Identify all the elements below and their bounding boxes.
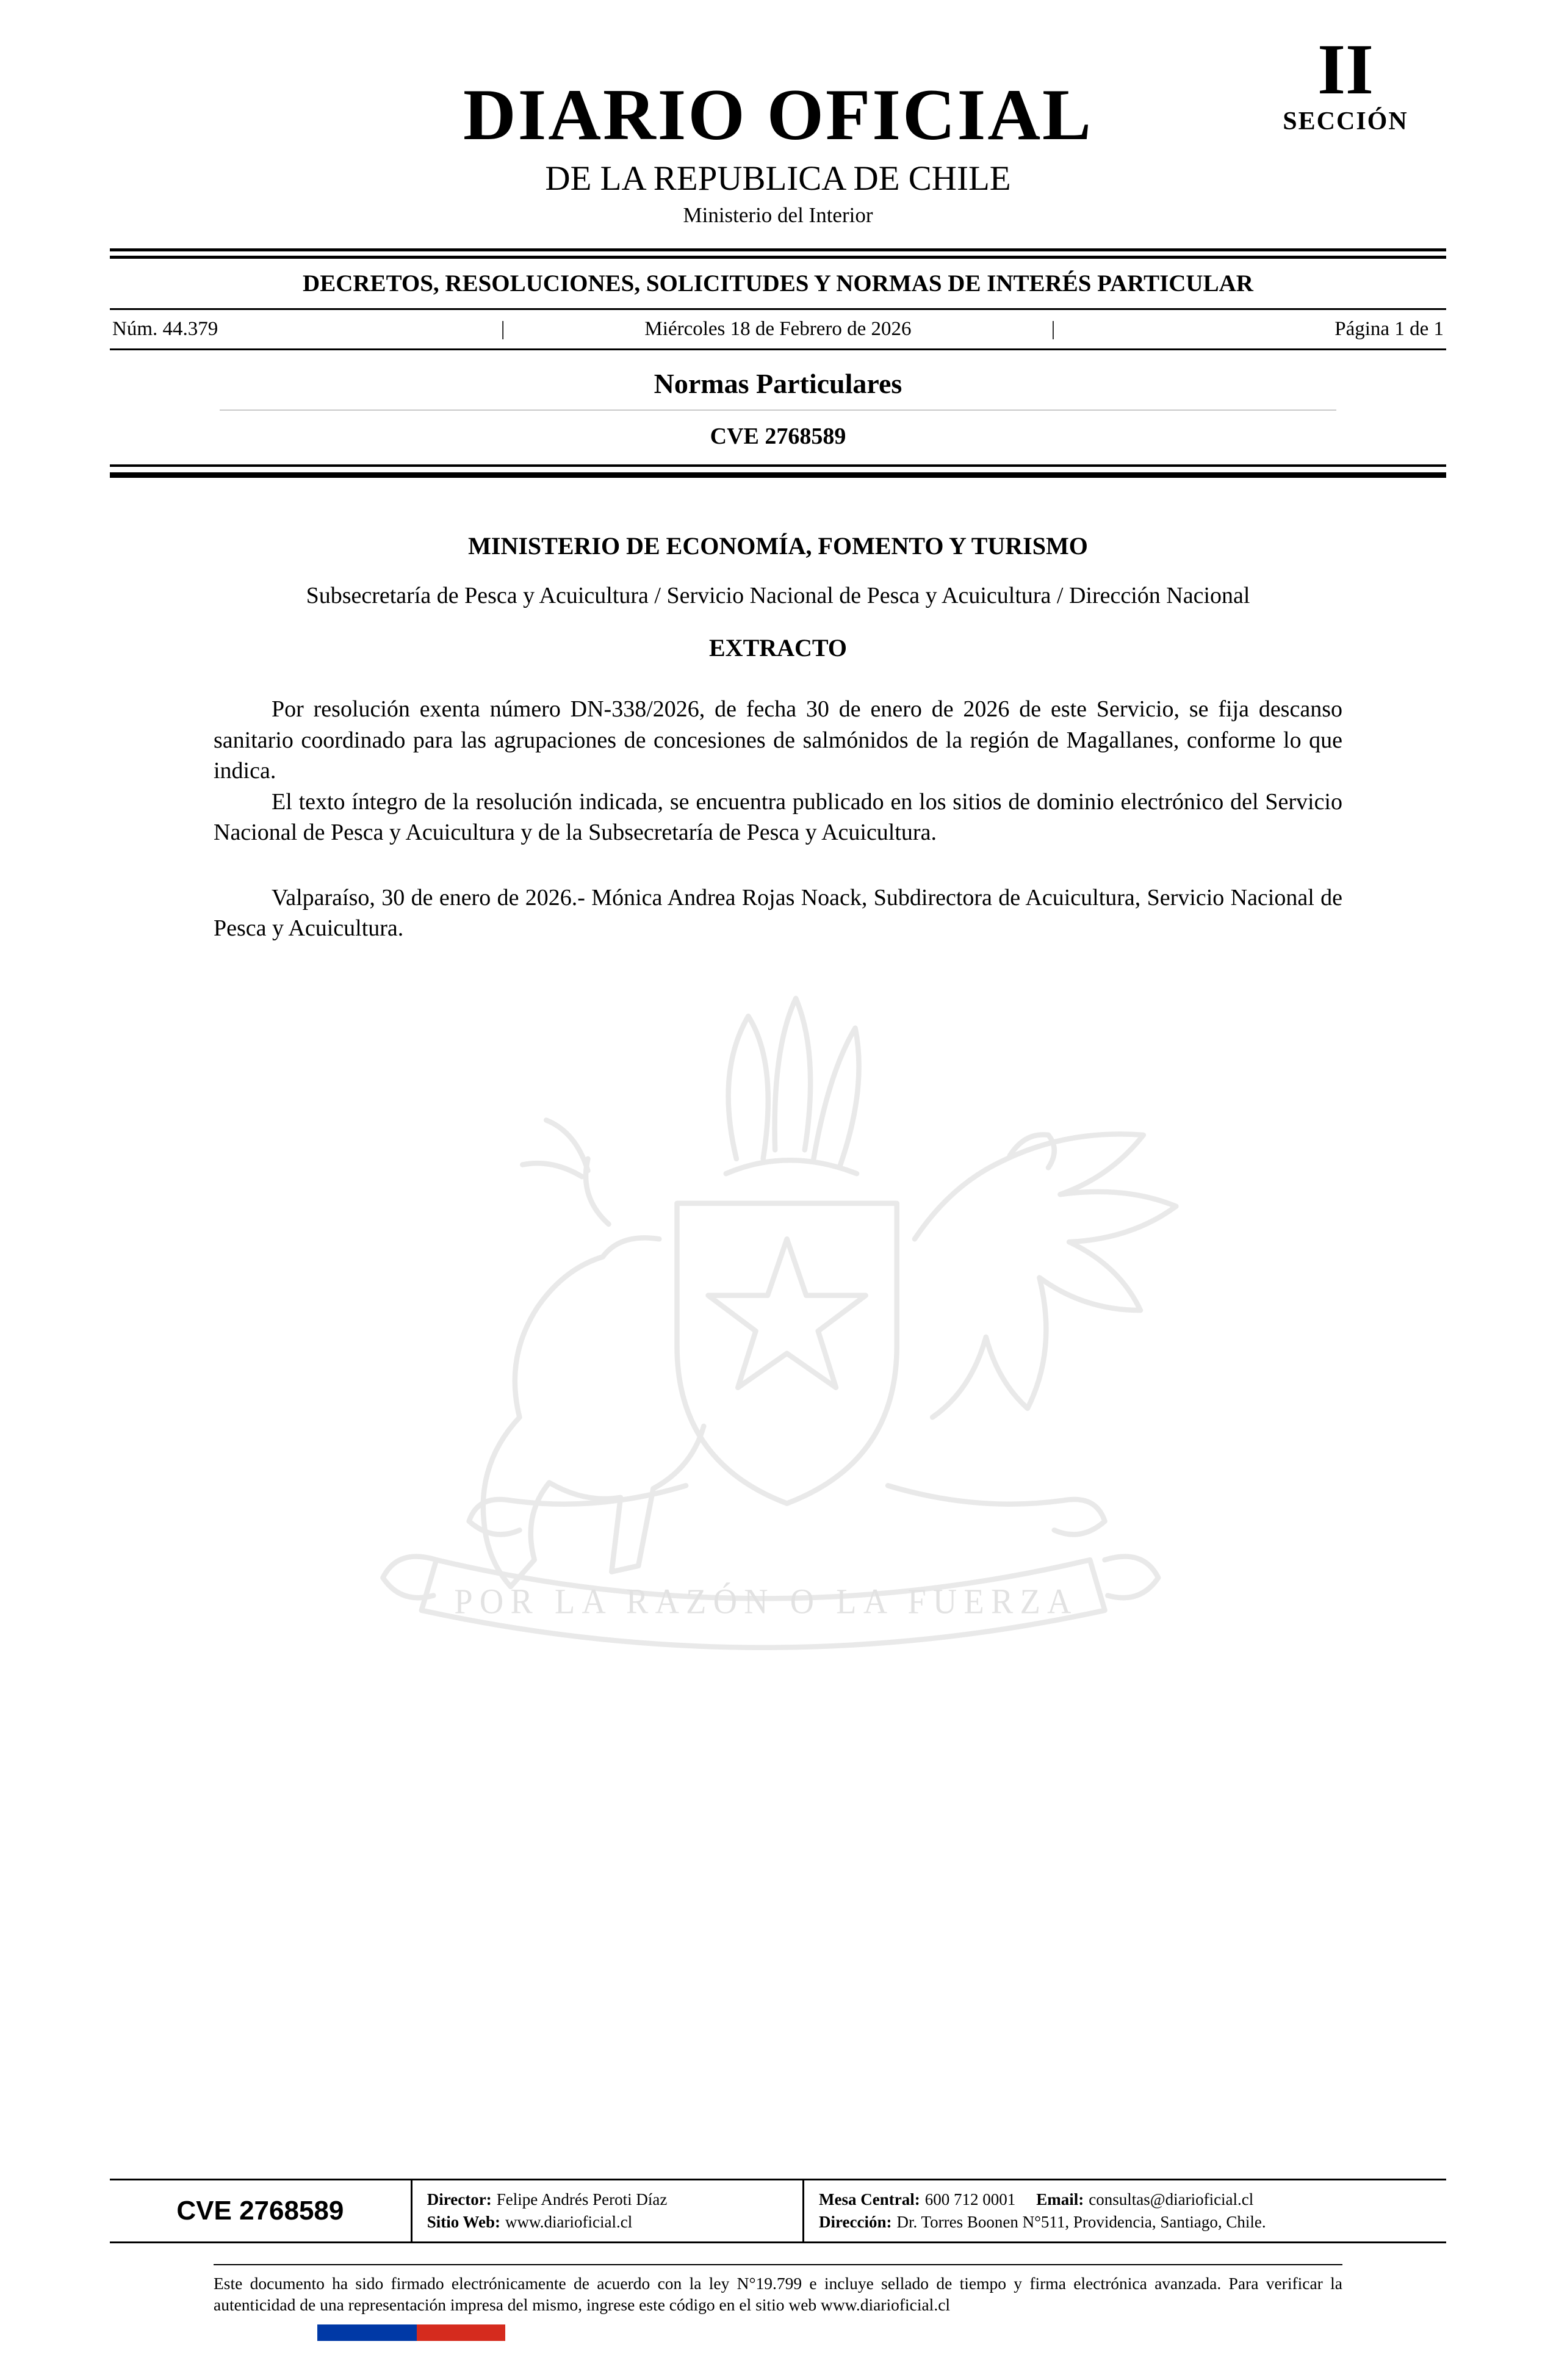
plume-icon [729, 1016, 768, 1159]
masthead-subtitle: DE LA REPUBLICA DE CHILE [545, 159, 1011, 198]
phone-email-line [819, 2188, 1432, 2211]
motto-ribbon-icon [422, 1560, 1105, 1648]
meta-separator: | [500, 318, 505, 340]
address-value: Dr. Torres Boonen N°511, Providencia, Santiago, Chile. [896, 2212, 1266, 2231]
legal-divider [214, 2264, 1342, 2265]
section-label: SECCIÓN [1283, 107, 1408, 135]
footer-director-cell [412, 2180, 802, 2241]
flag-red-segment [417, 2324, 505, 2341]
legal-text: Este documento ha sido firmado electrónicamente de acuerdo con la ley N°19.799 e incluye sellado de tiempo y firma electrónica avanzada. Para verificar la autenticidad de una representación impresa del mismo, ingrese este código en el sitio web www.diarioficial.cl [214, 2273, 1342, 2315]
director-line [427, 2188, 788, 2211]
masthead-title: DIARIO OFICIAL [463, 74, 1093, 155]
section-badge [1248, 29, 1443, 136]
site-value: www.diarioficial.cl [505, 2212, 633, 2231]
light-divider [220, 409, 1336, 411]
coat-of-arms-watermark [214, 976, 1342, 1684]
article-paragraph-signature: Valparaíso, 30 de enero de 2026.- Mónica Andrea Rojas Noack, Subdirectora de Acuicultura, Servicio Nacional de Pesca y Acuicultura. [214, 884, 1342, 942]
article-paragraph: Por resolución exenta número DN-338/2026, de fecha 30 de enero de 2026 de este Servicio, se fija descanso sanitario coordinado para las agrupaciones de concesiones de salmónidos de la región de Magallanes, conforme lo que indica. [214, 696, 1342, 784]
phone-value: 600 712 0001 [924, 2190, 1016, 2209]
watermark-motto: POR LA RAZÓN O LA FUERZA [454, 1581, 1078, 1621]
section-number: II [1317, 29, 1374, 109]
meta-separator: | [1051, 318, 1056, 340]
masthead-center [110, 74, 1446, 228]
footer-info-box [110, 2179, 1446, 2243]
article [110, 478, 1446, 944]
flag-bar [317, 2324, 505, 2341]
footer-contact-cell [804, 2180, 1446, 2241]
footer-cve: CVE 2768589 [176, 2195, 344, 2226]
article-heading: EXTRACTO [709, 634, 847, 662]
page-indicator: Página 1 de 1 [1334, 318, 1444, 340]
address-label: Dirección: [819, 2212, 892, 2231]
condor-icon [915, 1134, 1176, 1417]
double-rule-top [110, 248, 1446, 259]
site-label: Sitio Web: [427, 2212, 501, 2231]
double-rule-heavy [110, 464, 1446, 478]
email-value: consultas@diarioficial.cl [1089, 2190, 1254, 2209]
huemul-icon [483, 1238, 704, 1587]
cve-number: CVE 2768589 [710, 424, 846, 449]
site-line [427, 2211, 788, 2234]
issue-date: Miércoles 18 de Febrero de 2026 [644, 318, 912, 340]
article-paragraph: El texto íntegro de la resolución indicada, se encuentra publicado en los sitios de dominio electrónico del Servicio Nacional de Pesca y Acuicultura y de la Subsecretaría de Pesca y Acuicultura. [214, 788, 1342, 846]
article-subtitle: Subsecretaría de Pesca y Acuicultura / Servicio Nacional de Pesca y Acuicultura / Dirección Nacional [306, 583, 1250, 608]
section-title: Normas Particulares [654, 368, 902, 399]
article-ministry-heading: MINISTERIO DE ECONOMÍA, FOMENTO Y TURISMO [468, 532, 1088, 560]
page-footer [110, 2179, 1446, 2341]
issue-number: Núm. 44.379 [112, 318, 218, 340]
issue-meta-row [110, 310, 1446, 348]
flag-blue-segment [317, 2324, 417, 2341]
email-label: Email: [1036, 2190, 1084, 2209]
thin-rule [110, 348, 1446, 350]
banner-heading: DECRETOS, RESOLUCIONES, SOLICITUDES Y NORMAS DE INTERÉS PARTICULAR [303, 270, 1253, 297]
address-line [819, 2211, 1432, 2234]
masthead [0, 0, 1556, 228]
legal-section [110, 2264, 1446, 2342]
director-label: Director: [427, 2190, 492, 2209]
director-value: Felipe Andrés Peroti Díaz [496, 2190, 668, 2209]
masthead-ministry: Ministerio del Interior [683, 203, 873, 227]
star-icon [708, 1239, 866, 1387]
shield-icon [677, 1203, 896, 1504]
phone-label: Mesa Central: [819, 2190, 920, 2209]
